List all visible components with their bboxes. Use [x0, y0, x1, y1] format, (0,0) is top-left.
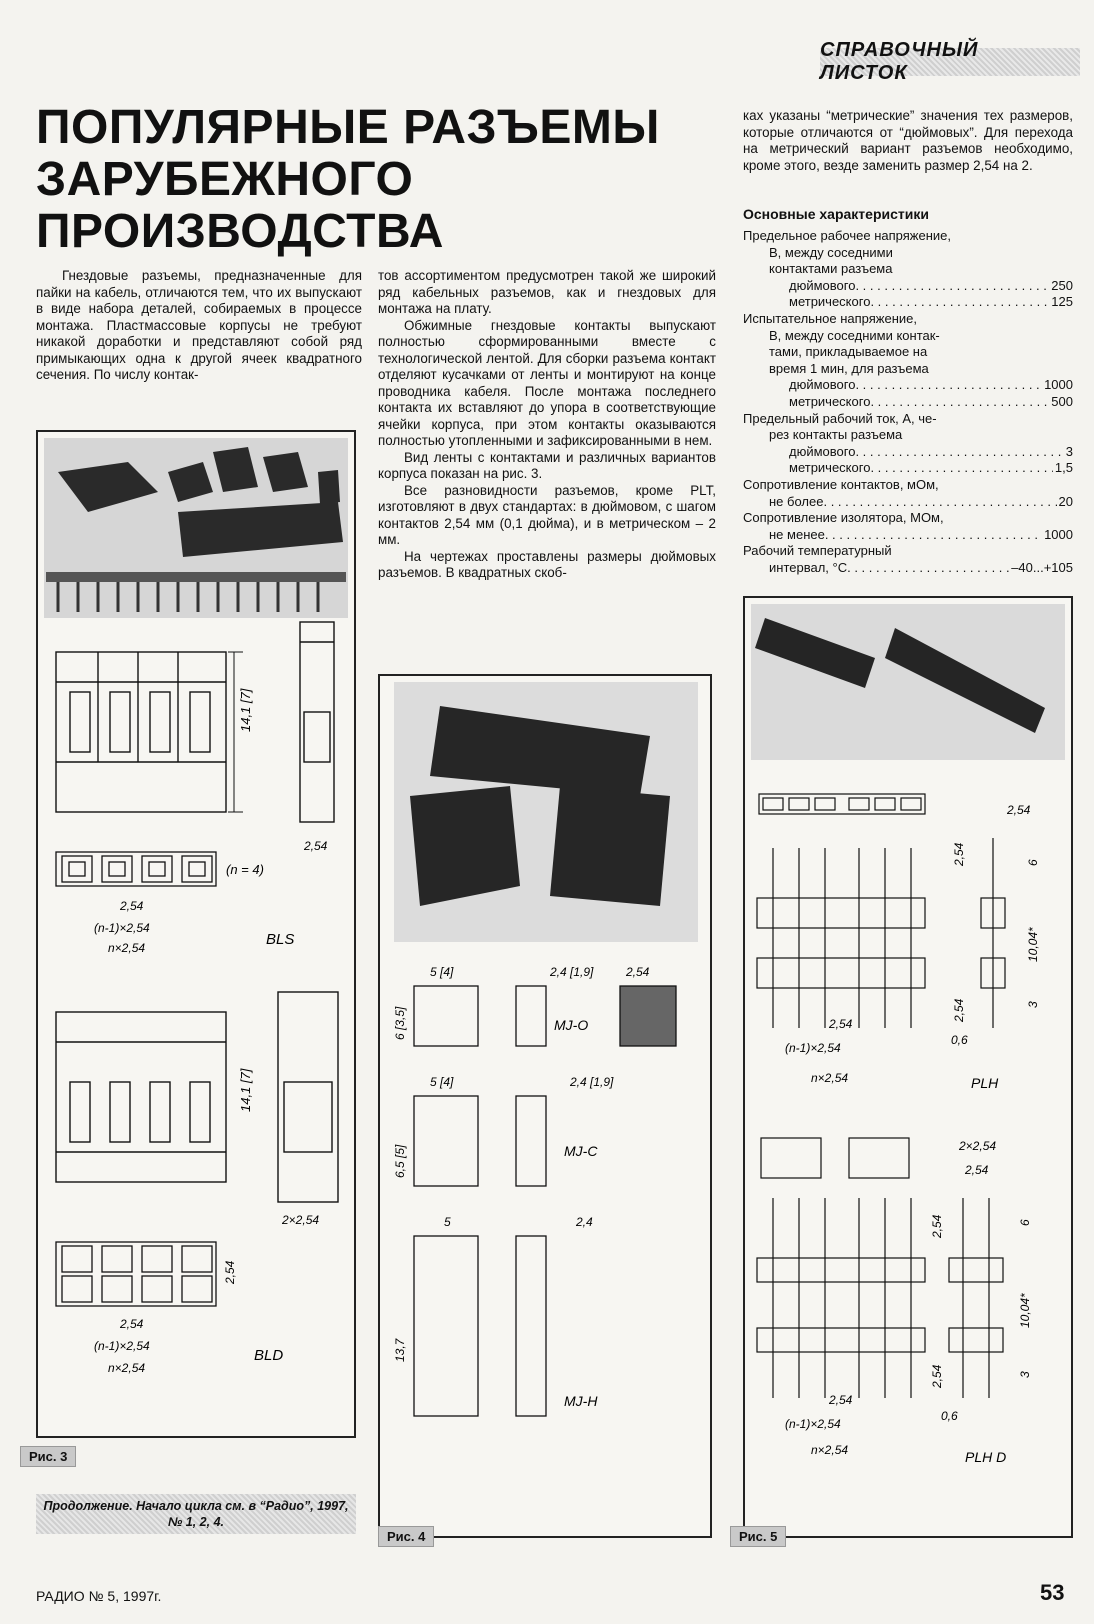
spec-line	[743, 377, 1073, 394]
spec-value: –40...+105	[1011, 559, 1073, 575]
spec-line	[743, 510, 1073, 527]
title-line-1: ПОПУЛЯРНЫЕ РАЗЪЕМЫ	[36, 101, 660, 154]
article-title	[36, 102, 716, 258]
spec-line	[743, 245, 1073, 262]
spec-text: рез контакты разъема	[769, 427, 903, 443]
part-name: PLH	[971, 1075, 999, 1091]
dim-label: (n-1)×2,54	[785, 1041, 841, 1055]
dim-label: 0,6	[941, 1409, 958, 1423]
spec-label: метрического	[789, 460, 871, 476]
dim-label: n×2,54	[811, 1071, 849, 1085]
paragraph: Гнездовые разъемы, предназначенные для пайки на кабель, отличаются тем, что их выпускают в виде набора деталей, собираемых в процессе монтажа. Пластмассовые корпусы не требуют никакой доработки и представляют собой ряд примыкающих одна к другой ячеек квадратного сечения. По числу контак-	[36, 268, 362, 382]
part-name: MJ-C	[564, 1143, 598, 1159]
plh-side	[757, 848, 925, 1028]
dim-label: 2,54	[829, 1393, 853, 1407]
spec-text: тами, прикладываемое на	[769, 344, 928, 360]
title-line-3: ПРОИЗВОДСТВА	[36, 205, 444, 258]
dim-label: 2,54	[626, 965, 650, 979]
dim-label: 14,1 [7]	[238, 1068, 253, 1112]
dim-label: 2,54	[930, 1214, 944, 1238]
spec-line	[743, 460, 1073, 477]
plhd-side	[757, 1198, 925, 1398]
spec-value: 250	[1051, 277, 1073, 293]
dim-label: (n-1)×2,54	[785, 1417, 841, 1431]
spec-line	[743, 477, 1073, 494]
spec-label: дюймового	[789, 377, 856, 393]
dim-label: 0,6	[951, 1033, 968, 1047]
dim-label: n×2,54	[811, 1443, 849, 1457]
bls-end	[300, 622, 334, 822]
part-name: MJ-H	[564, 1393, 598, 1409]
spec-label: не более	[769, 493, 824, 509]
figure-5-label: Рис. 5	[730, 1526, 786, 1547]
spec-text: Предельный рабочий ток, А, че-	[743, 410, 937, 426]
figure-4-label: Рис. 4	[378, 1526, 434, 1547]
spec-line	[743, 344, 1073, 361]
dim-label: 5 [4]	[430, 965, 454, 979]
dim-label: 6	[1026, 859, 1040, 866]
dim-label: 6,5 [5]	[393, 1144, 407, 1178]
spec-line	[743, 228, 1073, 245]
spec-text: Предельное рабочее напряжение,	[743, 228, 951, 243]
dim-label: 2,54	[223, 1260, 237, 1284]
figure-4-drawing	[380, 676, 710, 1536]
dim-label: 2×2,54	[959, 1139, 997, 1153]
section-tag	[820, 39, 1080, 84]
spec-line	[743, 328, 1073, 345]
paragraph: ках указаны “метрические” значения тех размеров, которые отличаются от “дюймовых”. Для перехода на метрический вариант разъемов необходимо, кроме этого, везде заменить размер 2,54 на 2.	[743, 108, 1073, 173]
spec-value: 20	[1058, 493, 1073, 509]
spec-value: 1000	[1044, 377, 1073, 393]
paragraph: Вид ленты с контактами и различных вариантов корпуса показан на рис. 3.	[378, 449, 716, 481]
dim-label: 2,4 [1,9]	[550, 965, 594, 979]
spec-line	[743, 494, 1073, 511]
spec-text: Сопротивление контактов, мОм,	[743, 476, 939, 492]
dim-label: 3	[1026, 1001, 1040, 1008]
dim-label: 10,04*	[1018, 1293, 1032, 1328]
specs-heading: Основные характеристики	[743, 206, 929, 222]
dim-label: 2,4 [1,9]	[570, 1075, 614, 1089]
spec-label: метрического	[789, 294, 871, 310]
spec-label: интервал, °С	[769, 559, 848, 575]
paragraph: На чертежах проставлены размеры дюймовых разъемов. В квадратных скоб-	[378, 548, 716, 580]
spec-line	[743, 361, 1073, 378]
spec-label: не менее	[769, 526, 825, 542]
spec-value: 125	[1051, 294, 1073, 310]
dim-label: 13,7	[393, 1338, 407, 1362]
spec-text: В, между соседними контак-	[769, 327, 940, 343]
figure-4-frame	[378, 674, 712, 1538]
plhd-top	[761, 1138, 909, 1178]
dim-label: 6	[1018, 1219, 1032, 1226]
spec-label: дюймового	[789, 443, 856, 459]
journal-issue: РАДИО № 5, 1997г.	[36, 1588, 162, 1604]
mjh-drawing	[414, 1236, 546, 1416]
spec-text: Испытательное напряжение,	[743, 310, 917, 326]
paragraph: тов ассортиментом предусмотрен такой же широкий ряд кабельных разъемов, как и гнездовых для монтажа на плату.	[378, 268, 716, 316]
dim-label: n×2,54	[108, 941, 146, 955]
dim-label: 2,54	[304, 839, 328, 853]
dim-label: (n-1)×2,54	[94, 921, 150, 935]
figure-3-frame	[36, 430, 356, 1438]
part-name: MJ-O	[554, 1017, 589, 1033]
bls-top	[56, 852, 216, 886]
dim-label: n×2,54	[108, 1361, 146, 1375]
part-name: BLS	[266, 931, 295, 948]
dim-label: 2,54	[120, 1317, 144, 1331]
spec-text: В, между соседними	[769, 244, 893, 260]
spec-line	[743, 427, 1073, 444]
part-name: BLD	[254, 1347, 284, 1364]
dim-label: 6 [3,5]	[393, 1006, 407, 1040]
dim-label: 2,54	[952, 842, 966, 866]
plh-top	[759, 794, 925, 814]
figure-3-label: Рис. 3	[20, 1446, 76, 1467]
spec-text: Рабочий температурный	[743, 543, 892, 559]
plhd-end	[949, 1198, 1003, 1398]
page-number: 53	[1040, 1580, 1065, 1605]
paragraph: Все разновидности разъемов, кроме PLT, изготовляют в двух стандартах: в дюймовом, с шагом контактов 2,54 мм (0,1 дюйма), и в метрическом – 2 мм.	[378, 482, 716, 547]
dim-label: 2,54	[1007, 803, 1031, 817]
dim-label: 2,54	[965, 1163, 989, 1177]
spec-line	[743, 560, 1073, 577]
specs-list	[743, 228, 1073, 576]
continuation-note: Продолжение. Начало цикла см. в “Радио”, 1997, № 1, 2, 4.	[36, 1494, 356, 1534]
spec-line	[743, 261, 1073, 278]
spec-line	[743, 394, 1073, 411]
mj0-drawing	[414, 986, 676, 1046]
dim-label: (n = 4)	[226, 862, 264, 877]
dim-label: (n-1)×2,54	[94, 1339, 150, 1353]
spec-line	[743, 294, 1073, 311]
part-name: PLH D	[965, 1449, 1007, 1465]
spec-line	[743, 411, 1073, 428]
dim-label: 14,1 [7]	[238, 688, 253, 732]
column-3	[743, 108, 1073, 174]
bld-side	[56, 1012, 226, 1182]
spec-value: 1,5	[1054, 460, 1073, 476]
column-1	[36, 268, 362, 384]
dim-label: 5 [4]	[430, 1075, 454, 1089]
spec-line	[743, 278, 1073, 295]
figure-5-drawing	[745, 598, 1071, 1536]
mjc-drawing	[414, 1096, 546, 1186]
dim-label: 2,54	[930, 1364, 944, 1388]
dim-label: 2,54	[952, 998, 966, 1022]
dim-label: 2,4	[576, 1215, 593, 1229]
spec-label: дюймового	[789, 277, 856, 293]
column-2	[378, 268, 716, 582]
dim-label: 3	[1018, 1371, 1032, 1378]
dim-label: 10,04*	[1026, 927, 1040, 962]
dim-label: 2×2,54	[282, 1213, 320, 1227]
bls-side	[56, 652, 226, 812]
spec-text: время 1 мин, для разъема	[769, 360, 929, 376]
spec-line	[743, 543, 1073, 560]
spec-label: метрического	[789, 393, 871, 409]
pin-header-photo	[751, 604, 1065, 760]
spec-value: 3	[1065, 443, 1073, 459]
paragraph: Обжимные гнездовые контакты выпускают полностью сформированными вместе с технологической лентой. Для сборки разъема контакт отделяют кусачками от ленты и монтируют на конце проводника кабеля. После монтажа последнего контакта их вставляют до упора в соответствующие ячейки корпуса, при этом контакты оказываются полностью утопленными и зафиксированными в нем.	[378, 317, 716, 448]
figure-5-frame	[743, 596, 1073, 1538]
dim-label: 2,54	[120, 899, 144, 913]
spec-value: 1000	[1044, 526, 1073, 542]
spec-line	[743, 311, 1073, 328]
title-line-2: ЗАРУБЕЖНОГО	[36, 153, 414, 206]
dim-label: 2,54	[829, 1017, 853, 1031]
bld-top	[56, 1242, 216, 1306]
dim-label: 5	[444, 1215, 451, 1229]
figure-3-drawing	[38, 432, 354, 1436]
section-tag-text: СПРАВОЧНЫЙ ЛИСТОК	[820, 39, 979, 84]
spec-text: контактами разъема	[769, 261, 893, 277]
spec-value: 500	[1051, 393, 1073, 409]
spec-line	[743, 527, 1073, 544]
plh-end	[981, 838, 1005, 1028]
spec-text: Сопротивление изолятора, МОм,	[743, 510, 944, 526]
spec-line	[743, 444, 1073, 461]
bld-end	[278, 992, 338, 1202]
